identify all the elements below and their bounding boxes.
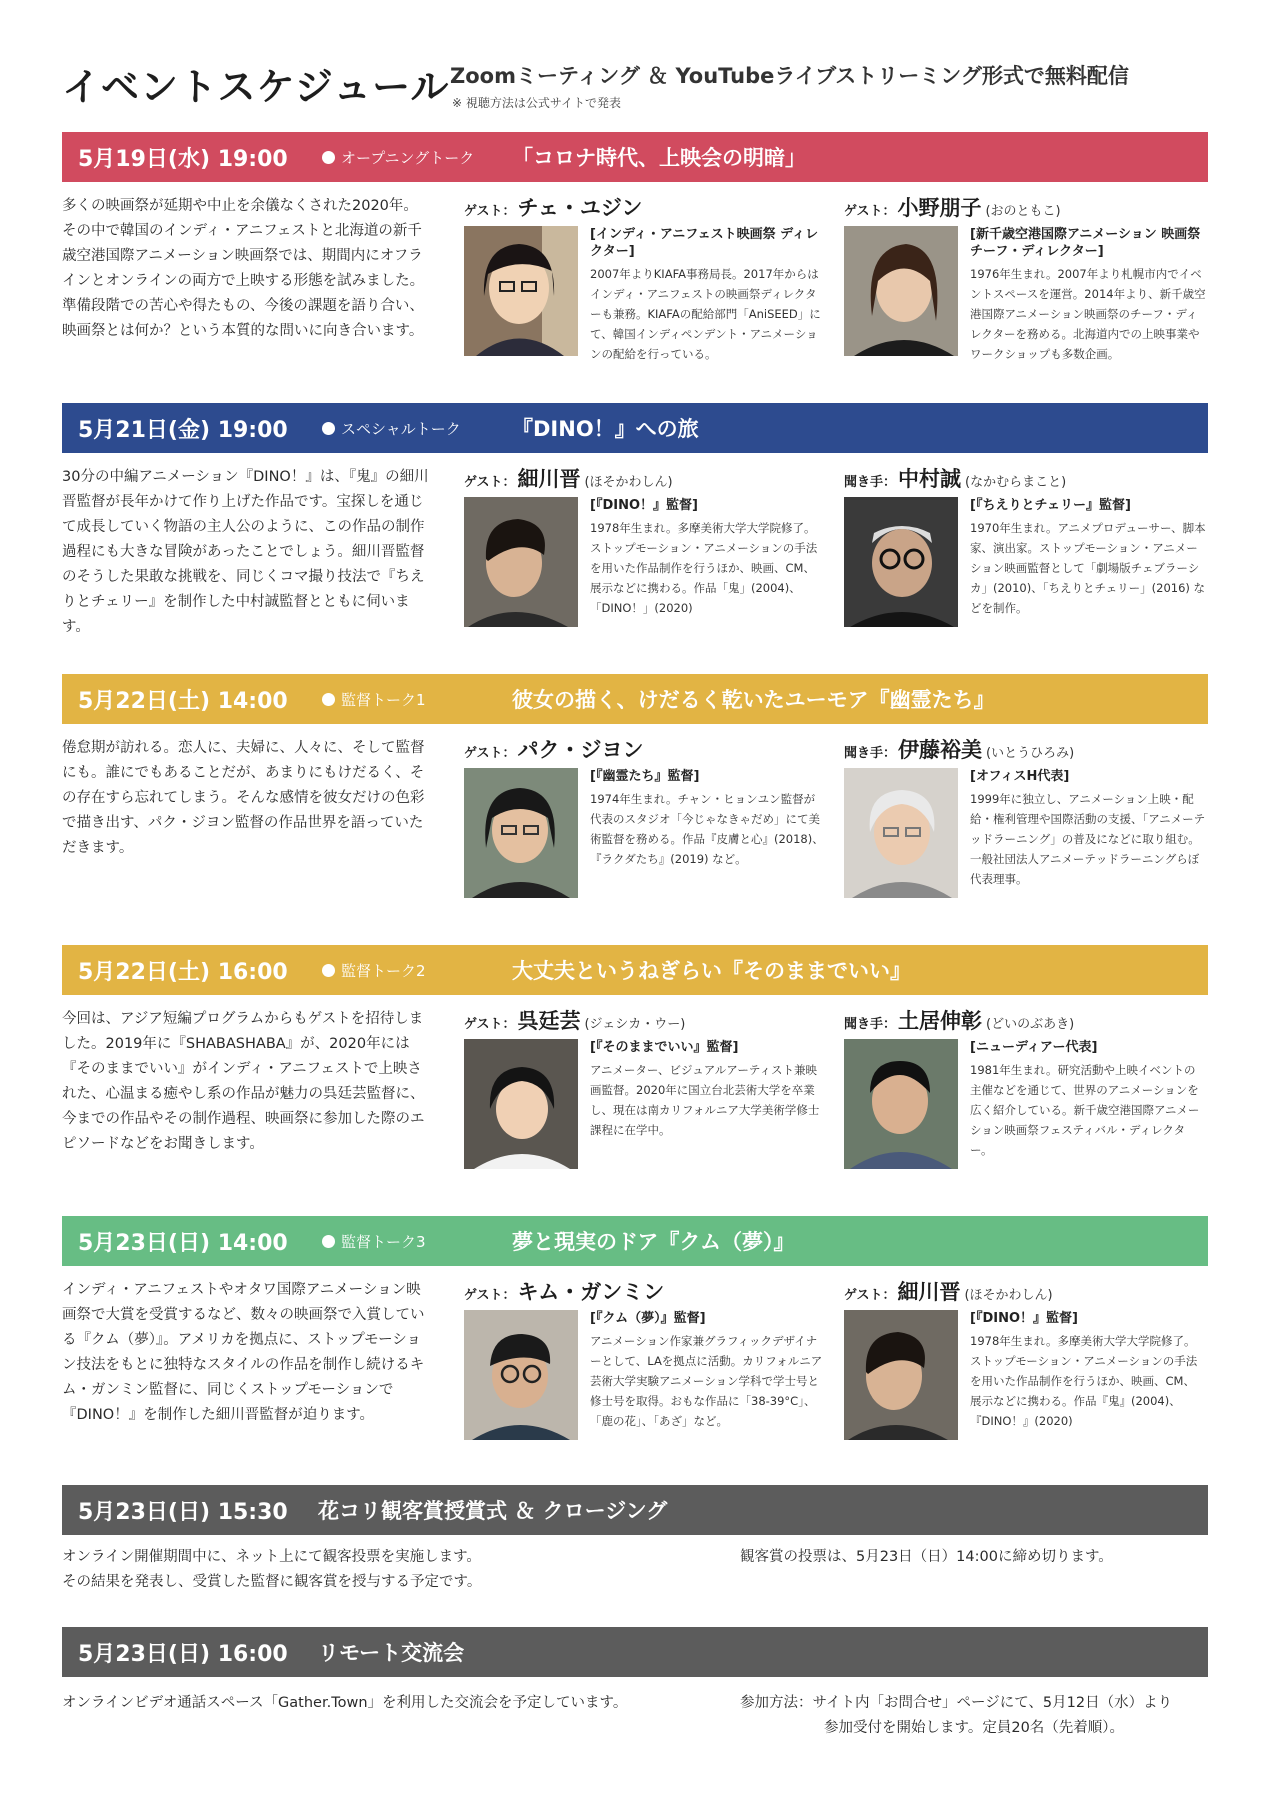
guest-info — [970, 226, 1206, 364]
event-description: 30分の中編アニメーション『DINO！』は、『鬼』の細川晋監督が長年かけて作り上げた作品です。宝探しを通じて成長していく物語の主人公のように、この作品の制作過程にも大きな冒険があったことでしょう。細川晋監督のそうした果敢な挑戦を、同じくコマ撮り技法で『ちえりとチェリー』を制作した中村誠監督とともに伺います。 — [62, 469, 429, 635]
guest-name: キム・ガンミン — [517, 1280, 665, 1304]
guest-role: ゲスト： — [844, 1288, 896, 1303]
bullet-icon — [322, 693, 335, 706]
bullet-icon — [322, 964, 335, 977]
guest-photo — [844, 497, 958, 627]
event-description: 多くの映画祭が延期や中止を余儀なくされた2020年。その中で韓国のインディ・アニフェストと北海道の新千歳空港国際アニメーション映画祭では、期間内にオフラインとオンラインの両方で上映する形態を試みました。準備段階での苦心や得たもの、今後の課題を語り合い、映画祭とは何か？という本質的な問いに向き合います。 — [62, 198, 425, 339]
guest-name: 伊藤裕美 — [898, 738, 983, 762]
guest-kana: (なかむらまこと) — [965, 475, 1067, 490]
guest-name-line — [844, 734, 1074, 764]
guest-kana: (ほそかわしん) — [964, 1288, 1053, 1303]
guest-name: 中村誠 — [898, 467, 962, 491]
guest-name-line — [844, 1005, 1074, 1035]
guest-info — [590, 497, 826, 618]
event-header-bar — [62, 1485, 1208, 1535]
event-header-bar — [62, 132, 1208, 182]
closing-text-left — [62, 1545, 702, 1595]
event-title: 夢と現実のドア『クム（夢）』 — [512, 1230, 795, 1254]
guest-role: 聞き手： — [844, 1017, 897, 1032]
bullet-icon — [322, 422, 335, 435]
guest-photo — [844, 768, 958, 898]
guest-role: ゲスト： — [464, 204, 516, 219]
event-description: インディ・アニフェストやオタワ国際アニメーション映画祭で大賞を受賞するなど、数々の映画祭で入賞している『クム（夢）』。アメリカを拠点に、ストップモーション技法をもとに独特なスタイルの作品を制作し続けるキム・ガンミン監督に、同じくストップモーションで『DINO！』を制作した細川晋監督が迫ります。 — [62, 1282, 425, 1423]
guest-affiliation: [ニューディアー代表] — [970, 1040, 1098, 1055]
event-title: 彼女の描く、けだるく乾いたユーモア『幽霊たち』 — [512, 688, 995, 712]
event-category-label: 監督トーク1 — [341, 690, 426, 709]
guest-role: ゲスト： — [844, 204, 896, 219]
bullet-icon — [322, 1235, 335, 1248]
event-date: 5月23日(日) 14:00 — [78, 1230, 288, 1256]
event-category — [322, 147, 512, 168]
event-date: 5月22日(土) 14:00 — [78, 688, 288, 714]
guest-photo — [464, 1310, 578, 1440]
guest-info — [970, 1039, 1206, 1160]
closing-line-1: オンライン開催期間中に、ネット上にて観客投票を実施します。 — [62, 1549, 481, 1565]
exchange-text-left: オンラインビデオ通話スペース「Gather.Town」を利用した交流会を予定しています。 — [62, 1695, 628, 1711]
page-title: イベントスケジュール — [62, 65, 450, 109]
guest-affiliation: [『そのままでいい』監督] — [590, 1040, 739, 1055]
event-description: 倦怠期が訪れる。恋人に、夫婦に、人々に、そして監督にも。誰にでもあることだが、あまりにもけだるく、その存在すら忘れてしまう。そんな感情を彼女だけの色彩で描き出す、パク・ジヨン監督の作品世界を語っていただきます。 — [62, 740, 425, 856]
event-body — [62, 995, 1208, 1217]
guest-role: 聞き手： — [844, 475, 897, 490]
guest-bio: 2007年よりKIAFA事務局長。2017年からはインディ・アニフェストの映画祭ディレクターも兼務。KIAFAの配給部門「AniSEED」にて、韓国インディペンデント・アニメーションの配給を行っている。 — [590, 267, 821, 361]
guest-name-line — [844, 1276, 1053, 1306]
guest-name: 細川晋 — [517, 467, 581, 491]
guest-affiliation: [インディ・アニフェスト映画祭 ディレクター] — [590, 227, 819, 259]
guest-name: パク・ジヨン — [517, 738, 644, 762]
guest-name-line — [464, 734, 647, 764]
event-title: 「コロナ時代、上映会の明暗」 — [512, 146, 806, 170]
event-title: リモート交流会 — [318, 1641, 465, 1665]
event-title: 『DINO！』への旅 — [512, 417, 699, 441]
guest-bio: 1999年に独立し、アニメーション上映・配給・権利管理や国際活動の支援、「アニメーテッドラーニング」の普及になどに取り組む。一般社団法人アニメーテッドラーニングらぼ代表理事。 — [970, 792, 1206, 886]
guest-photo — [844, 1310, 958, 1440]
guest-name-line — [464, 1276, 668, 1306]
guest-card — [844, 734, 1204, 934]
guest-card — [844, 1005, 1204, 1205]
guest-photo — [464, 768, 578, 898]
event-body — [62, 1535, 1208, 1627]
event-director-talk-3 — [62, 1216, 1208, 1488]
guest-card — [844, 1276, 1204, 1476]
guest-affiliation: [オフィスH代表] — [970, 769, 1070, 784]
guest-kana: (おのともこ) — [985, 204, 1061, 219]
guest-info — [590, 226, 826, 364]
event-category-label: オープニングトーク — [341, 148, 475, 167]
guest-kana: (いとうひろみ) — [986, 746, 1075, 761]
event-header-bar — [62, 945, 1208, 995]
header — [62, 52, 1212, 116]
guest-name-line — [464, 192, 646, 222]
guest-card — [844, 463, 1204, 663]
guest-name: 土居伸彰 — [898, 1009, 983, 1033]
event-date: 5月22日(土) 16:00 — [78, 959, 288, 985]
guest-name: 小野朋子 — [897, 196, 982, 220]
event-body — [62, 182, 1208, 404]
guest-bio: アニメーター、ビジュアルアーティスト兼映画監督。2020年に国立台北芸術大学を卒業し、現在は南カリフォルニア大学美術学修士課程に在学中。 — [590, 1063, 820, 1137]
guest-photo — [844, 226, 958, 356]
guest-role: ゲスト： — [464, 1017, 516, 1032]
guest-info — [590, 1310, 826, 1431]
guest-bio: 1978年生まれ。多摩美術大学大学院修了。ストップモーション・アニメーションの手法を用いた作品制作を行うほか、映画、CM、展示などに携わる。作品『鬼』(2004)、『DINO！』(2020) — [970, 1334, 1198, 1428]
guest-affiliation: [新千歳空港国際アニメーション 映画祭チーフ・ディレクター] — [970, 227, 1201, 259]
event-category — [322, 1231, 512, 1252]
event-director-talk-2 — [62, 945, 1208, 1217]
guest-kana: (ほそかわしん) — [584, 475, 673, 490]
guest-kana: (どいのぶあき) — [986, 1017, 1075, 1032]
guest-bio: 1981年生まれ。研究活動や上映イベントの主催などを通じて、世界のアニメーションを広く紹介している。新千歳空港国際アニメーション映画祭フェスティバル・ディレクター。 — [970, 1063, 1200, 1157]
event-date: 5月19日(水) 19:00 — [78, 146, 288, 172]
event-title: 花コリ観客賞授賞式 ＆ クロージング — [318, 1499, 668, 1523]
guest-name-line — [844, 463, 1066, 493]
guest-photo — [464, 497, 578, 627]
guest-name: 細川晋 — [897, 1280, 961, 1304]
event-director-talk-1 — [62, 674, 1208, 946]
guest-card — [464, 463, 824, 663]
guest-name-line — [844, 192, 1061, 222]
guest-photo — [844, 1039, 958, 1169]
guest-bio: 1976年生まれ。2007年より札幌市内でイベントスペースを運営。2014年より、新千歳空港国際アニメーション映画祭のチーフ・ディレクターを務める。北海道内での上映事業やワークショップも多数企画。 — [970, 267, 1206, 361]
event-body — [62, 724, 1208, 946]
event-date: 5月21日(金) 19:00 — [78, 417, 288, 443]
event-date: 5月23日(日) 15:30 — [78, 1499, 288, 1525]
guest-role: ゲスト： — [464, 475, 516, 490]
event-date: 5月23日(日) 16:00 — [78, 1641, 288, 1667]
guest-bio: 1978年生まれ。多摩美術大学大学院修了。ストップモーション・アニメーションの手法を用いた作品制作を行うほか、映画、CM、展示などに携わる。作品「鬼」(2004)、「DINO！」(2020) — [590, 521, 818, 615]
event-body — [62, 1677, 1208, 1777]
event-special-talk — [62, 403, 1208, 675]
event-remote-exchange — [62, 1627, 1208, 1777]
event-category-label: スペシャルトーク — [341, 419, 461, 438]
guest-bio: 1974年生まれ。チャン・ヒョンユン監督が代表のスタジオ「今じゃなきゃだめ」にて美術監督を務める。作品『皮膚と心』(2018)、『ラクダたち』(2019) など。 — [590, 792, 824, 866]
event-closing — [62, 1485, 1208, 1627]
guest-role: 聞き手： — [844, 746, 897, 761]
event-header-bar — [62, 403, 1208, 453]
event-category — [322, 418, 512, 439]
guest-photo — [464, 1039, 578, 1169]
streaming-subtitle: Zoomミーティング ＆ YouTubeライブストリーミング形式で無料配信 — [450, 64, 1129, 88]
closing-line-2: その結果を発表し、受賞した監督に観客賞を授与する予定です。 — [62, 1574, 482, 1590]
guest-name: 呉廷芸 — [517, 1009, 581, 1033]
guest-card — [464, 192, 824, 392]
guest-card — [464, 734, 824, 934]
guest-affiliation: [『クム（夢）』監督] — [590, 1311, 706, 1326]
guest-info — [970, 497, 1206, 618]
event-body — [62, 453, 1208, 675]
event-body — [62, 1266, 1208, 1488]
viewing-note: ※ 視聴方法は公式サイトで発表 — [452, 96, 622, 110]
exchange-line-2: 参加受付を開始します。定員20名（先着順）。 — [824, 1720, 1125, 1736]
guest-photo — [464, 226, 578, 356]
event-header-bar — [62, 1627, 1208, 1677]
exchange-line-1: 参加方法：サイト内「お問合せ」ページにて、5月12日（水）より — [740, 1695, 1173, 1711]
event-category — [322, 960, 512, 981]
guest-info — [970, 1310, 1206, 1431]
guest-info — [590, 768, 826, 869]
closing-text-right: 観客賞の投票は、5月23日（日）14:00に締め切ります。 — [740, 1549, 1113, 1565]
guest-affiliation: [『DINO！』監督] — [970, 1311, 1078, 1326]
event-description: 今回は、アジア短編プログラムからもゲストを招待しました。2019年に『SHABASHABA』が、2020年には『そのままでいい』がインディ・アニフェストで上映された、心温まる癒やし系の作品が魅力の呉廷芸監督に、今までの作品やその制作過程、映画祭に参加した際のエピソードなどをお聞きします。 — [62, 1011, 425, 1152]
guest-info — [590, 1039, 826, 1140]
guest-name: チェ・ユジン — [517, 196, 643, 220]
event-category-label: 監督トーク3 — [341, 1232, 426, 1251]
event-category-label: 監督トーク2 — [341, 961, 426, 980]
guest-bio: 1970年生まれ。アニメプロデューサー、脚本家、演出家。ストップモーション・アニメーション映画監督として「劇場版チェブラーシカ」(2010)、「ちえりとチェリー」(2016) などを制作。 — [970, 521, 1206, 615]
guest-name-line — [464, 463, 673, 493]
guest-name-line — [464, 1005, 685, 1035]
guest-card — [844, 192, 1204, 392]
event-category — [322, 689, 512, 710]
guest-kana: (ジェシカ・ウー) — [584, 1017, 686, 1032]
guest-affiliation: [『ちえりとチェリー』監督] — [970, 498, 1131, 513]
guest-affiliation: [『幽霊たち』監督] — [590, 769, 700, 784]
guest-role: ゲスト： — [464, 1288, 516, 1303]
bullet-icon — [322, 151, 335, 164]
event-title: 大丈夫というねぎらい『そのままでいい』 — [512, 959, 911, 983]
guest-card — [464, 1005, 824, 1205]
exchange-text-right — [740, 1691, 1208, 1741]
event-header-bar — [62, 1216, 1208, 1266]
guest-info — [970, 768, 1206, 889]
event-header-bar — [62, 674, 1208, 724]
event-opening-talk — [62, 132, 1208, 404]
guest-affiliation: [『DINO！』監督] — [590, 498, 698, 513]
guest-card — [464, 1276, 824, 1476]
guest-bio: アニメーション作家兼グラフィックデザイナーとして、LAを拠点に活動。カリフォルニア芸術大学実験アニメーション学科で学士号と修士号を取得。おもな作品に「38-39°C」、「鹿の花」、「あざ」など。 — [590, 1334, 823, 1428]
guest-role: ゲスト： — [464, 746, 516, 761]
